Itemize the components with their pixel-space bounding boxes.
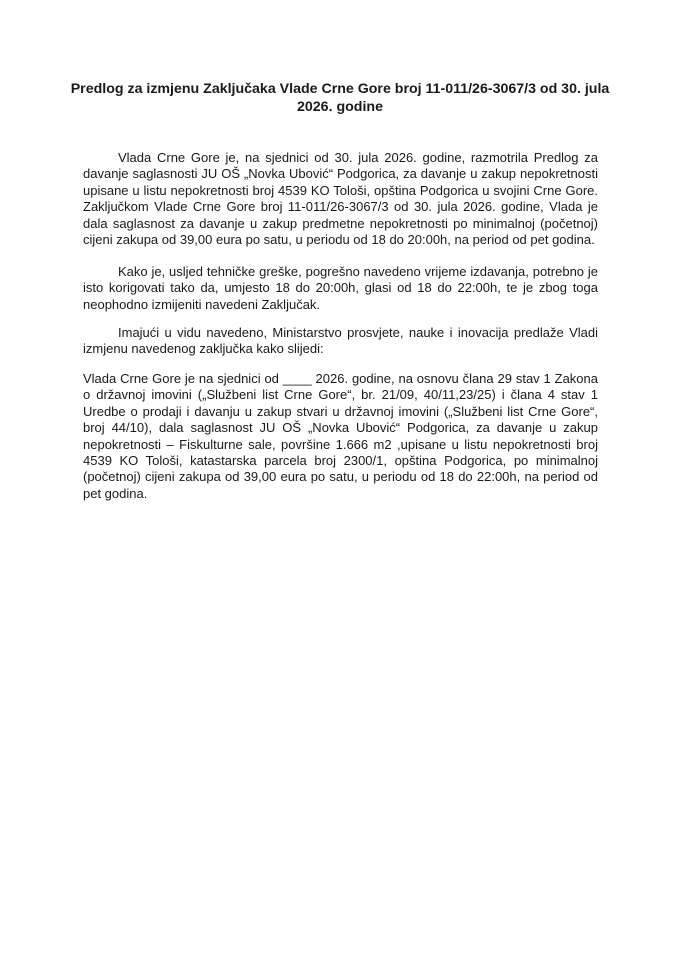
paragraph-correction: Kako je, uslјed tehničke greške, pogrešno navedeno vrijeme izdavanja, potrebno je isto korigovati tako da, umjesto 18 do 20:00h, glasi od 18 do 22:00h, te je zbog toga neophodno izmijeniti navedeni Zaključak. bbox=[83, 264, 598, 312]
paragraph-conclusion-text: Vlada Crne Gore je na sjednici od ____ 2026. godine, na osnovu člana 29 stav 1 Zakona o državnoj imovini („Službeni list Crne Gore“, br. 21/09, 40/11,23/25) i člana 4 stav 1 Uredbe o prodaji i davanju u zakup stvari u državnoj imovini („Službeni list Crne Gore“, broj 44/10), dala saglasnost JU OŠ „Novka Ubović“ Podgorica, za davanje u zakup nepokretnosti – Fiskulturne sale, površine 1.666 m2 ,upisane u listu nepokretnosti broj 4539 KO Tološi, katastarska parcela broj 2300/1, opština Podgorica, po minimalnoj (početnoj) cijeni zakupa od 39,00 eura po satu, u periodu od 18 do 22:00h, na period od pet godina. bbox=[83, 371, 598, 501]
paragraph-proposal: Imajući u vidu navedeno, Ministarstvo prosvjete, nauke i inovacija predlaže Vladi izmjenu navedenog zaključka kako slijedi: bbox=[83, 325, 598, 357]
paragraph-background: Vlada Crne Gore je, na sjednici od 30. jula 2026. godine, razmotrila Predlog za davanje saglasnosti JU OŠ „Novka Ubović“ Podgorica, za davanje u zakup nepokretnosti upisane u listu nepokretnosti broj 4539 KO Tološi, opština Podgorica u svojini Crne Gore. Zaključkom Vlade Crne Gore broj 11-011/26-3067/3 od 30. jula 2026. godine, Vlada je dala saglasnost za davanje u zakup predmetne nepokretnosti po minimalnoj (početnoj) cijeni zakupa od 39,00 eura po satu, u periodu od 18 do 20:00h, na period od pet godina. bbox=[83, 150, 598, 248]
document-title: Predlog za izmjenu Zaključaka Vlade Crne Gore broj 11-011/26-3067/3 od 30. jula 2026. godine bbox=[70, 81, 610, 115]
